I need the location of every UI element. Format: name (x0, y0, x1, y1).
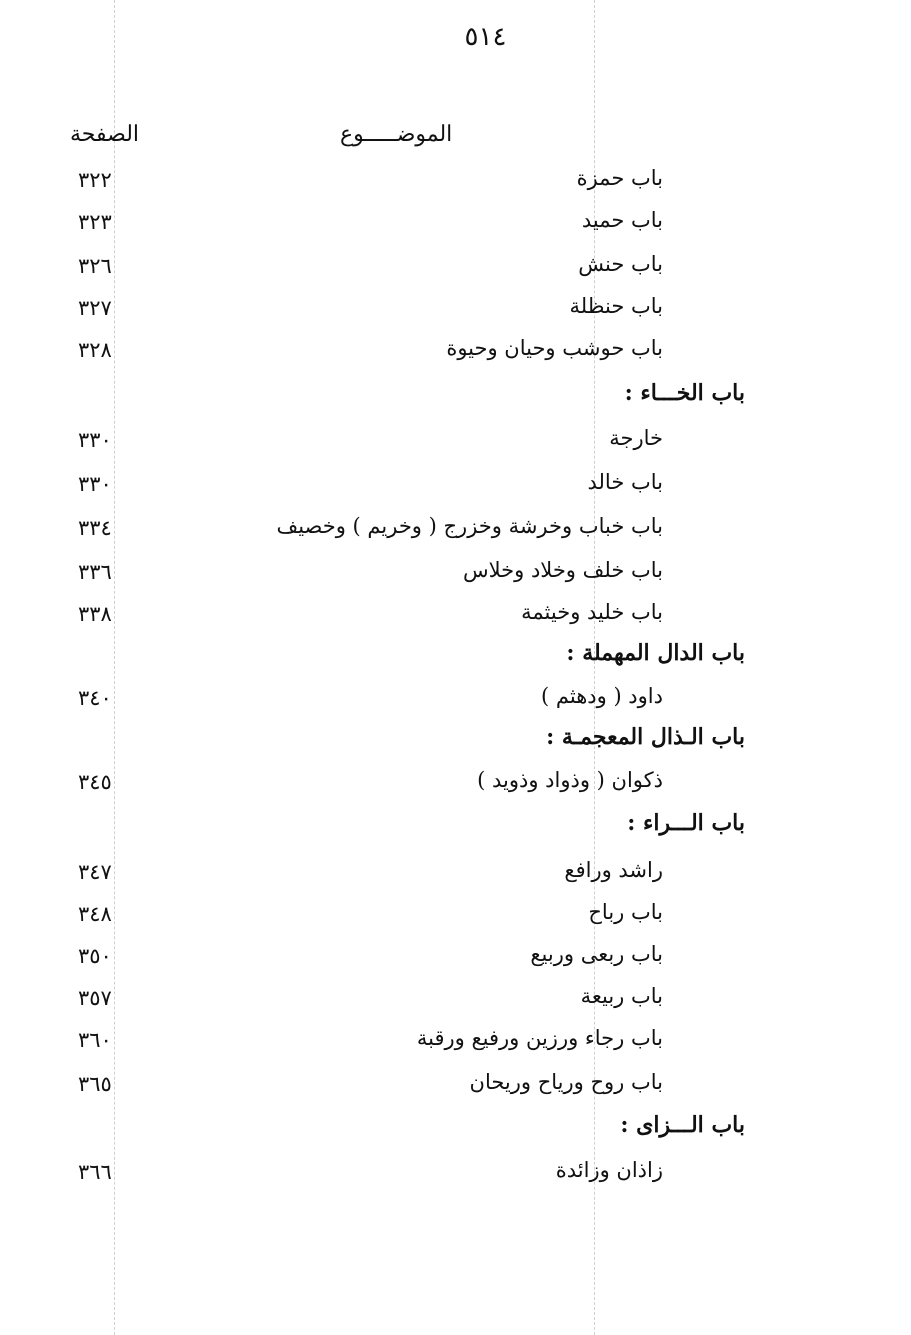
toc-row (0, 678, 911, 718)
entry-title: ذكوان ( وذواد وذويد ) (477, 768, 663, 792)
entry-title: باب حمزة (576, 166, 663, 190)
toc-row (0, 936, 911, 976)
entry-page-number: ٣٦٦ (78, 1160, 112, 1184)
toc-row (0, 594, 911, 634)
entry-title: باب حوشب وحيان وحيوة (446, 336, 663, 360)
toc-row (0, 508, 911, 548)
entry-page-number: ٣٤٨ (78, 902, 112, 926)
section-heading-row (0, 376, 911, 416)
entry-title: داود ( ودهثم ) (541, 684, 663, 708)
entry-title: باب ربعى وربيع (530, 942, 663, 966)
entry-title: باب حنظلة (569, 294, 663, 318)
entry-title: باب رباح (588, 900, 663, 924)
entry-title: باب حميد (581, 208, 663, 232)
entry-page-number: ٣٢٢ (78, 168, 112, 192)
entry-page-number: ٣٢٣ (78, 210, 112, 234)
section-heading-row (0, 720, 911, 760)
section-title: باب الدال المهملة : (566, 640, 745, 666)
section-title: باب الـــزاى : (620, 1112, 745, 1138)
entry-page-number: ٣٢٧ (78, 296, 112, 320)
toc-row (0, 1152, 911, 1192)
section-heading-row (0, 806, 911, 846)
entry-title: زاذان وزائدة (555, 1158, 663, 1182)
entry-title: باب ربيعة (580, 984, 663, 1008)
page-column-header: الصفحة (70, 122, 140, 147)
toc-row (0, 1064, 911, 1104)
entry-title: باب خليد وخيثمة (521, 600, 663, 624)
entry-page-number: ٣٣٠ (78, 472, 112, 496)
entry-page-number: ٣٣٦ (78, 560, 112, 584)
toc-row (0, 1020, 911, 1060)
section-heading-row (0, 1108, 911, 1148)
toc-row (0, 288, 911, 328)
section-heading-row (0, 636, 911, 676)
toc-row (0, 420, 911, 460)
entry-page-number: ٣٢٨ (78, 338, 112, 362)
entry-title: باب رجاء ورزين ورفيع ورقبة (416, 1026, 663, 1050)
toc-row (0, 246, 911, 286)
toc-row (0, 330, 911, 370)
entry-page-number: ٣٥٧ (78, 986, 112, 1010)
toc-row (0, 894, 911, 934)
entry-title: باب روح ورياح وريحان (469, 1070, 663, 1094)
section-title: باب الخـــاء : (624, 380, 745, 406)
entry-page-number: ٣٣٨ (78, 602, 112, 626)
entry-page-number: ٣٣٤ (78, 516, 112, 540)
entry-title: راشد ورافع (564, 858, 663, 882)
topic-column-header: الموضـــــوع (340, 122, 453, 147)
toc-row (0, 160, 911, 200)
entry-page-number: ٣٣٠ (78, 428, 112, 452)
toc-row (0, 762, 911, 802)
toc-row (0, 978, 911, 1018)
entry-page-number: ٣٤٥ (78, 770, 112, 794)
entry-page-number: ٣٤٧ (78, 860, 112, 884)
entry-title: خارجة (609, 426, 663, 450)
entry-page-number: ٣٢٦ (78, 254, 112, 278)
section-title: باب الـــراء : (627, 810, 745, 836)
toc-row (0, 202, 911, 242)
page-number: ٥١٤ (464, 22, 507, 52)
entry-page-number: ٣٤٠ (78, 686, 112, 710)
toc-row (0, 852, 911, 892)
entry-title: باب خباب وخرشة وخزرج ( وخريم ) وخصيف (276, 514, 663, 538)
section-title: باب الـذال المعجمـة : (546, 724, 745, 750)
entry-title: باب خالد (587, 470, 663, 494)
entry-page-number: ٣٦٠ (78, 1028, 112, 1052)
entry-title: باب خلف وخلاد وخلاس (462, 558, 663, 582)
toc-row (0, 552, 911, 592)
entry-page-number: ٣٥٠ (78, 944, 112, 968)
toc-row (0, 464, 911, 504)
entry-page-number: ٣٦٥ (78, 1072, 112, 1096)
entry-title: باب حنش (578, 252, 663, 276)
